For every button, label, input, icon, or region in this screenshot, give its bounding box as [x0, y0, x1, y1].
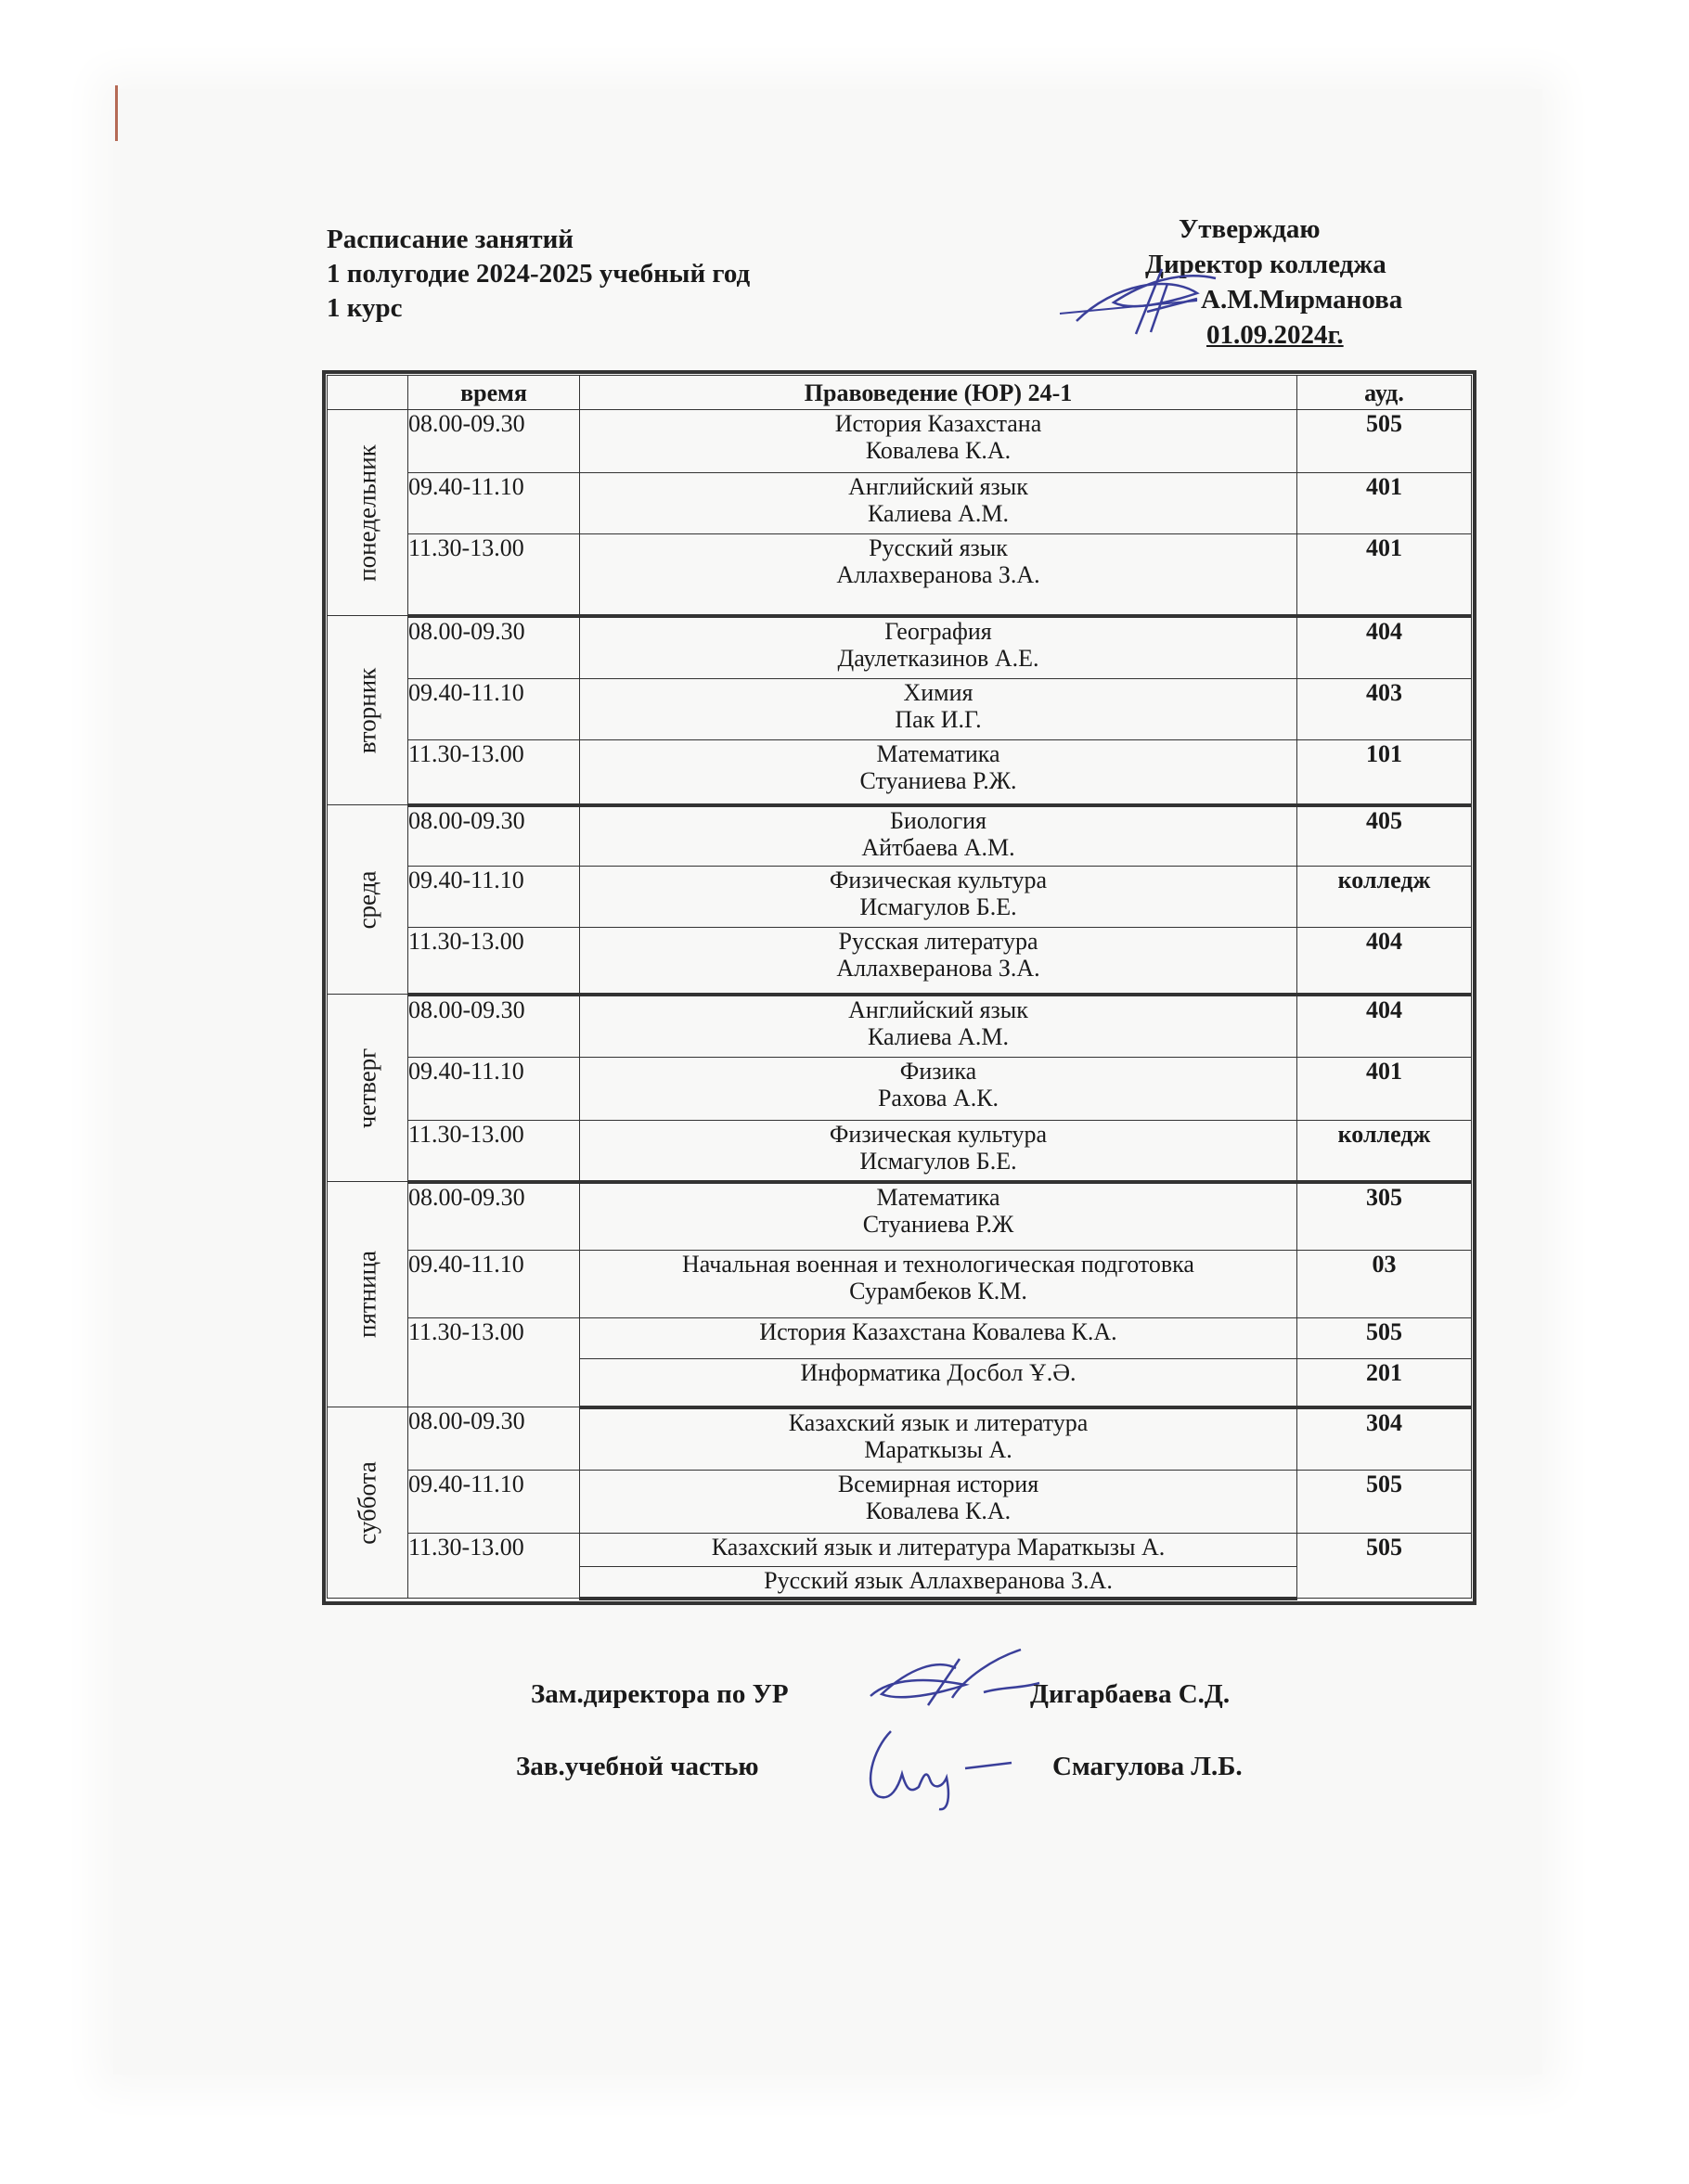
room-cell: 101 [1297, 740, 1472, 805]
teacher-name: Исмагулов Б.Е. [859, 893, 1017, 920]
subject-cell [580, 679, 1297, 740]
subject-cell [580, 1567, 1297, 1599]
teacher-name: Даулетказинов А.Е. [837, 644, 1039, 672]
day-cell [328, 805, 408, 995]
subject-name: Казахский язык и литература [788, 1408, 1089, 1436]
table-row [328, 1534, 1472, 1567]
time-cell: 11.30-13.00 [408, 1121, 580, 1182]
subject-name: История Казахстана Ковалева К.А. [759, 1318, 1117, 1345]
table-row [328, 928, 1472, 995]
subject-name: Русская литература [838, 928, 1038, 955]
room-cell: 505 [1297, 410, 1472, 473]
time-cell: 11.30-13.00 [408, 740, 580, 805]
time-cell: 09.40-11.10 [408, 1251, 580, 1318]
room-cell: 304 [1297, 1407, 1472, 1471]
subject-name: Математика [876, 1183, 1000, 1211]
subject-cell [580, 1407, 1297, 1471]
time-cell: 08.00-09.30 [408, 805, 580, 867]
subject-name: Физика [899, 1058, 977, 1085]
director-signature [1058, 265, 1234, 349]
subject-cell [580, 740, 1297, 805]
time-cell: 08.00-09.30 [408, 995, 580, 1058]
doc-title: Расписание занятий [327, 225, 574, 254]
room-cell: 403 [1297, 679, 1472, 740]
table-row [328, 1318, 1472, 1359]
teacher-name: Исмагулов Б.Е. [859, 1148, 1017, 1175]
day-label: среда [353, 870, 381, 929]
doc-term: 1 полугодие 2024-2025 учебный год [327, 259, 751, 289]
doc-course: 1 курс [327, 293, 403, 323]
table-row [328, 616, 1472, 679]
table-row [328, 805, 1472, 867]
head-name: Смагулова Л.Б. [1052, 1752, 1243, 1781]
subject-cell [580, 473, 1297, 534]
table-row [328, 679, 1472, 740]
subject-name: История Казахстана [834, 410, 1042, 437]
table-row [328, 1471, 1472, 1534]
teacher-name: Рахова А.К. [877, 1085, 999, 1111]
subject-name: Физическая культура [829, 867, 1048, 893]
subject-cell [580, 1534, 1297, 1567]
deputy-title: Зам.директора по УР [531, 1679, 789, 1709]
approve-date: 01.09.2024г. [1206, 320, 1344, 350]
teacher-name: Калиева А.М. [867, 500, 1010, 527]
day-label: четверг [353, 1047, 381, 1128]
day-cell [328, 995, 408, 1182]
subject-name: Казахский язык и литература Мараткызы А. [711, 1534, 1166, 1561]
time-cell: 11.30-13.00 [408, 928, 580, 995]
time-cell: 09.40-11.10 [408, 867, 580, 928]
day-cell [328, 1182, 408, 1407]
table-row [328, 1251, 1472, 1318]
table-header-row [328, 376, 1472, 410]
day-label: суббота [353, 1460, 381, 1545]
time-cell: 08.00-09.30 [408, 1407, 580, 1471]
subject-cell [580, 410, 1297, 473]
teacher-name: Мараткызы А. [864, 1435, 1012, 1463]
table-row [328, 1182, 1472, 1251]
subject-name: Всемирная история [837, 1471, 1039, 1497]
table-row [328, 867, 1472, 928]
table-row [328, 1121, 1472, 1182]
day-cell [328, 616, 408, 805]
teacher-name: Аллахвeранова З.А. [836, 955, 1040, 982]
approve-name: А.М.Мирманова [1201, 285, 1403, 315]
time-cell: 09.40-11.10 [408, 1058, 580, 1121]
table-row [328, 740, 1472, 805]
subject-name: География [884, 617, 992, 645]
subject-cell [580, 534, 1297, 616]
schedule-header [327, 223, 750, 326]
header-time: время [408, 376, 580, 410]
day-label: вторник [353, 667, 381, 753]
room-cell: 201 [1297, 1359, 1472, 1407]
time-cell: 11.30-13.00 [408, 534, 580, 616]
table-row [328, 995, 1472, 1058]
schedule-table [327, 375, 1472, 1600]
subject-cell [580, 867, 1297, 928]
day-cell [328, 410, 408, 616]
time-cell: 08.00-09.30 [408, 616, 580, 679]
room-cell: 401 [1297, 534, 1472, 616]
teacher-name: Пак И.Г. [895, 706, 982, 733]
table-row [328, 534, 1472, 616]
approve-position: Директор колледжа [1145, 250, 1386, 279]
header-day-cell [328, 376, 408, 410]
room-cell: 401 [1297, 1058, 1472, 1121]
room-cell: 505 [1297, 1318, 1472, 1359]
time-cell: 08.00-09.30 [408, 410, 580, 473]
subject-cell [580, 1182, 1297, 1251]
room-cell: колледж [1297, 1121, 1472, 1182]
subject-name: Биология [889, 806, 986, 834]
table-row [328, 1407, 1472, 1471]
room-cell: 404 [1297, 616, 1472, 679]
deputy-signature [863, 1640, 1058, 1733]
time-cell: 09.40-11.10 [408, 473, 580, 534]
teacher-name: Стуаниева Р.Ж [862, 1210, 1014, 1238]
subject-name: Английский язык [848, 996, 1028, 1023]
time-cell: 08.00-09.30 [408, 1182, 580, 1251]
approve-label: Утверждаю [1179, 214, 1321, 244]
room-cell: 505 [1297, 1534, 1472, 1599]
room-cell: 401 [1297, 473, 1472, 534]
table-row [328, 410, 1472, 473]
table-row [328, 473, 1472, 534]
table-row [328, 1058, 1472, 1121]
header-room: ауд. [1297, 376, 1472, 410]
time-cell: 09.40-11.10 [408, 679, 580, 740]
teacher-name: Аллахвeранова З.А. [836, 561, 1040, 588]
teacher-name: Сурамбеков К.М. [849, 1278, 1027, 1304]
header-group: Правоведение (ЮР) 24-1 [580, 376, 1297, 410]
subject-name: Русский язык [869, 534, 1008, 561]
subject-name: Химия [903, 679, 973, 706]
head-title: Зав.учебной частью [516, 1752, 759, 1781]
subject-name: Физическая культура [829, 1121, 1048, 1148]
subject-cell [580, 1121, 1297, 1182]
teacher-name: Ковалева К.А. [865, 437, 1012, 464]
time-cell: 11.30-13.00 [408, 1534, 580, 1599]
room-cell: 505 [1297, 1471, 1472, 1534]
subject-cell [580, 1058, 1297, 1121]
subject-cell [580, 616, 1297, 679]
time-cell: 11.30-13.00 [408, 1318, 580, 1407]
deputy-name: Дигарбаева С.Д. [1030, 1679, 1231, 1709]
subject-cell [580, 995, 1297, 1058]
subject-cell [580, 1251, 1297, 1318]
subject-cell [580, 1359, 1297, 1407]
day-label: понедельник [353, 443, 381, 582]
subject-cell [580, 805, 1297, 867]
day-cell [328, 1407, 408, 1599]
teacher-name: Ковалева К.А. [865, 1497, 1012, 1524]
time-cell: 09.40-11.10 [408, 1471, 580, 1534]
room-cell: колледж [1297, 867, 1472, 928]
subject-cell [580, 928, 1297, 995]
subject-name: Математика [876, 740, 1000, 767]
teacher-name: Калиева А.М. [867, 1022, 1010, 1050]
head-signature [854, 1722, 1030, 1815]
subject-name: Английский язык [848, 473, 1028, 500]
day-label: пятница [353, 1251, 381, 1338]
room-cell: 404 [1297, 928, 1472, 995]
subject-name: Информатика Досбол Ұ.Ә. [800, 1359, 1077, 1386]
room-cell: 03 [1297, 1251, 1472, 1318]
room-cell: 405 [1297, 805, 1472, 867]
subject-cell [580, 1318, 1297, 1359]
room-cell: 404 [1297, 995, 1472, 1058]
subject-name: Русский язык Аллахвeранова З.А. [764, 1567, 1113, 1594]
teacher-name: Айтбаева А.М. [861, 833, 1015, 861]
teacher-name: Стуаниева Р.Ж. [859, 767, 1017, 794]
room-cell: 305 [1297, 1182, 1472, 1251]
scan-edge-mark [115, 85, 118, 141]
subject-cell [580, 1471, 1297, 1534]
subject-name: Начальная военная и технологическая подготовка [682, 1251, 1194, 1278]
